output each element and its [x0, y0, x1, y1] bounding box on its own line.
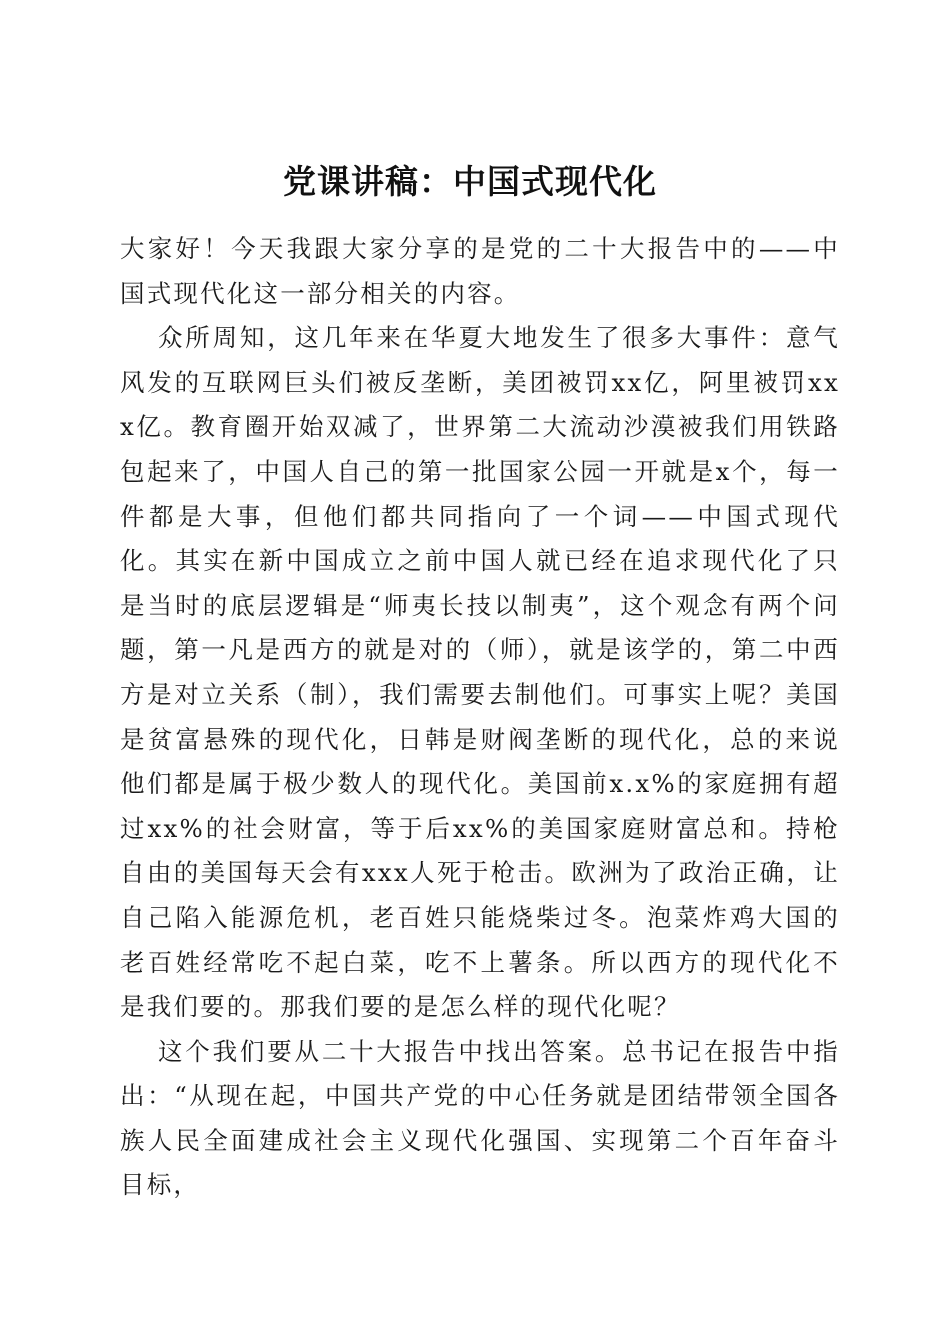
paragraph-background: 众所周知，这几年来在华夏大地发生了很多大事件：意气风发的互联网巨头们被反垄断，美团被罚xx亿，阿里被罚xxx亿。教育圈开始双减了，世界第二大流动沙漠被我们用铁路包起来了，中国人自己的第一批国家公园一开就是x个，每一件都是大事，但他们都共同指向了一个词——中国式现代化。其实在新中国成立之前中国人就已经在追求现代化了只是当时的底层逻辑是“师夷长技以制夷”，这个观念有两个问题，第一凡是西方的就是对的（师），就是该学的，第二中西方是对立关系（制），我们需要去制他们。可事实上呢？美国是贫富悬殊的现代化，日韩是财阀垄断的现代化，总的来说他们都是属于极少数人的现代化。美国前x.x%的家庭拥有超过xx%的社会财富，等于后xx%的美国家庭财富总和。持枪自由的美国每天会有xxx人死于枪击。欧洲为了政治正确，让自己陷入能源危机，老百姓只能烧柴过冬。泡菜炸鸡大国的老百姓经常吃不起白菜，吃不上薯条。所以西方的现代化不是我们要的。那我们要的是怎么样的现代化呢？	[120, 323, 840, 1022]
paragraph-greeting: 大家好！今天我跟大家分享的是党的二十大报告中的——中国式现代化这一部分相关的内容。	[120, 234, 840, 308]
document-title: 党课讲稿：中国式现代化	[283, 162, 657, 202]
paragraph-report-quote: 这个我们要从二十大报告中找出答案。总书记在报告中指出：“从现在起，中国共产党的中心任务就是团结带领全国各族人民全面建成社会主义现代化强国、实现第二个百年奋斗目标，	[120, 1036, 840, 1200]
document-body	[120, 227, 840, 1208]
